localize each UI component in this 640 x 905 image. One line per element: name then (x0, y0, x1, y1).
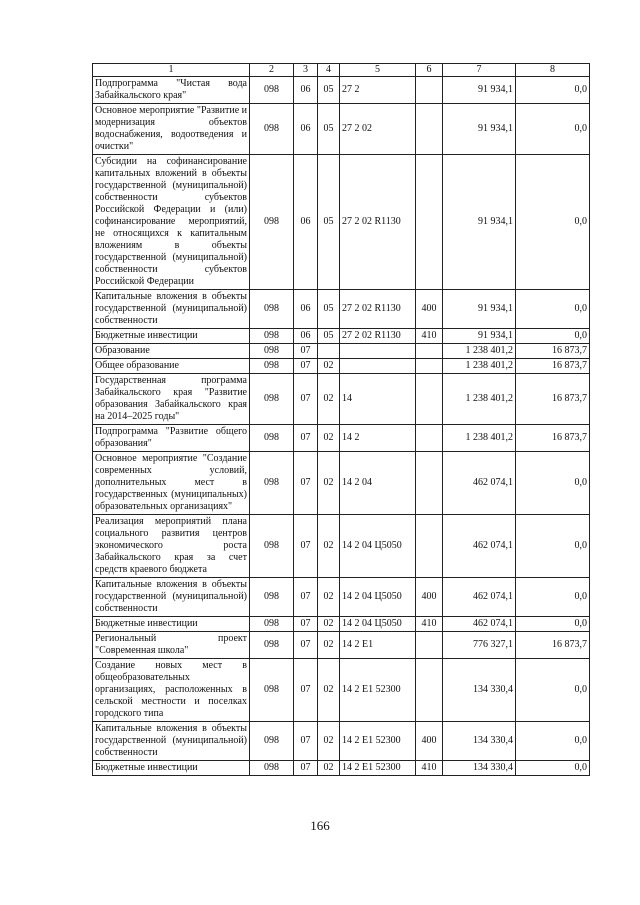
row-vr-cell: 410 (416, 761, 443, 776)
row-pr-cell: 02 (318, 659, 340, 722)
row-csr-cell: 14 (340, 374, 416, 425)
row-vr-cell (416, 77, 443, 104)
row-name-cell: Бюджетные инвестиции (93, 329, 250, 344)
row-vr-cell: 410 (416, 329, 443, 344)
row-name-cell: Капитальные вложения в объекты государственной (муниципальной) собственности (93, 578, 250, 617)
row-csr-cell: 14 2 E1 52300 (340, 722, 416, 761)
row-sum1-cell: 91 934,1 (443, 104, 516, 155)
table-row (93, 617, 590, 632)
row-name-cell: Общее образование (93, 359, 250, 374)
row-sum1-cell: 1 238 401,2 (443, 425, 516, 452)
row-csr-cell: 27 2 02 (340, 104, 416, 155)
row-rz-cell: 07 (294, 722, 318, 761)
row-sum2-cell: 0,0 (516, 617, 590, 632)
table-row (93, 329, 590, 344)
row-sum1-cell: 91 934,1 (443, 77, 516, 104)
col-header: 6 (416, 64, 443, 77)
row-vr-cell: 400 (416, 578, 443, 617)
row-csr-cell: 27 2 02 R1130 (340, 290, 416, 329)
row-pr-cell: 02 (318, 452, 340, 515)
col-header: 1 (93, 64, 250, 77)
row-sum2-cell: 16 873,7 (516, 374, 590, 425)
row-pr-cell: 02 (318, 359, 340, 374)
header-row (93, 64, 590, 77)
row-rz-cell: 07 (294, 515, 318, 578)
table-row (93, 374, 590, 425)
row-pr-cell: 05 (318, 329, 340, 344)
row-sum2-cell: 16 873,7 (516, 359, 590, 374)
row-sum2-cell: 0,0 (516, 104, 590, 155)
row-sum2-cell: 0,0 (516, 761, 590, 776)
row-sum2-cell: 0,0 (516, 155, 590, 290)
row-csr-cell: 14 2 04 Ц5050 (340, 515, 416, 578)
row-rz-cell: 07 (294, 359, 318, 374)
row-vr-cell (416, 374, 443, 425)
row-csr-cell (340, 344, 416, 359)
row-pr-cell: 05 (318, 77, 340, 104)
row-vr-cell: 410 (416, 617, 443, 632)
row-csr-cell: 14 2 (340, 425, 416, 452)
table-row (93, 77, 590, 104)
row-gr-cell: 098 (250, 77, 294, 104)
row-name-cell: Основное мероприятие "Развитие и модернизация объектов водоснабжения, водоотведения и очистки" (93, 104, 250, 155)
row-sum2-cell: 0,0 (516, 452, 590, 515)
col-header: 7 (443, 64, 516, 77)
row-csr-cell: 14 2 04 Ц5050 (340, 617, 416, 632)
row-pr-cell: 05 (318, 104, 340, 155)
row-vr-cell (416, 425, 443, 452)
row-gr-cell: 098 (250, 290, 294, 329)
row-sum1-cell: 462 074,1 (443, 578, 516, 617)
row-pr-cell (318, 344, 340, 359)
table-body (93, 77, 590, 776)
table-row (93, 659, 590, 722)
row-sum2-cell: 16 873,7 (516, 632, 590, 659)
row-pr-cell: 02 (318, 761, 340, 776)
table-row (93, 578, 590, 617)
row-rz-cell: 07 (294, 632, 318, 659)
row-sum2-cell: 16 873,7 (516, 425, 590, 452)
row-rz-cell: 06 (294, 155, 318, 290)
table-row (93, 155, 590, 290)
row-sum1-cell: 462 074,1 (443, 515, 516, 578)
row-vr-cell (416, 452, 443, 515)
row-rz-cell: 06 (294, 104, 318, 155)
row-gr-cell: 098 (250, 104, 294, 155)
row-name-cell: Капитальные вложения в объекты государственной (муниципальной) собственности (93, 722, 250, 761)
row-vr-cell (416, 104, 443, 155)
row-gr-cell: 098 (250, 761, 294, 776)
row-rz-cell: 07 (294, 578, 318, 617)
row-gr-cell: 098 (250, 359, 294, 374)
row-name-cell: Государственная программа Забайкальского края "Развитие образования Забайкальского края на 2014–2025 годы" (93, 374, 250, 425)
col-header: 5 (340, 64, 416, 77)
row-sum1-cell: 91 934,1 (443, 290, 516, 329)
row-name-cell: Бюджетные инвестиции (93, 617, 250, 632)
row-name-cell: Подпрограмма "Чистая вода Забайкальского края" (93, 77, 250, 104)
row-gr-cell: 098 (250, 659, 294, 722)
row-sum1-cell: 1 238 401,2 (443, 374, 516, 425)
row-pr-cell: 02 (318, 425, 340, 452)
row-sum1-cell: 1 238 401,2 (443, 359, 516, 374)
row-gr-cell: 098 (250, 329, 294, 344)
row-vr-cell (416, 155, 443, 290)
row-sum1-cell: 91 934,1 (443, 155, 516, 290)
row-name-cell: Создание новых мест в общеобразовательных организациях, расположенных в сельской местности и поселках городского типа (93, 659, 250, 722)
row-rz-cell: 07 (294, 761, 318, 776)
table-row (93, 290, 590, 329)
row-pr-cell: 02 (318, 632, 340, 659)
table-row (93, 761, 590, 776)
row-pr-cell: 02 (318, 617, 340, 632)
row-pr-cell: 05 (318, 155, 340, 290)
row-rz-cell: 06 (294, 77, 318, 104)
row-rz-cell: 07 (294, 617, 318, 632)
row-csr-cell: 27 2 (340, 77, 416, 104)
row-sum2-cell: 16 873,7 (516, 344, 590, 359)
row-name-cell: Бюджетные инвестиции (93, 761, 250, 776)
table-row (93, 722, 590, 761)
row-csr-cell: 14 2 04 (340, 452, 416, 515)
row-pr-cell: 02 (318, 578, 340, 617)
page-number: 166 (310, 818, 330, 833)
row-sum1-cell: 462 074,1 (443, 452, 516, 515)
row-vr-cell: 400 (416, 722, 443, 761)
row-name-cell: Образование (93, 344, 250, 359)
row-gr-cell: 098 (250, 374, 294, 425)
row-sum1-cell: 776 327,1 (443, 632, 516, 659)
row-sum2-cell: 0,0 (516, 515, 590, 578)
row-rz-cell: 07 (294, 452, 318, 515)
table-row (93, 104, 590, 155)
row-csr-cell: 27 2 02 R1130 (340, 329, 416, 344)
row-pr-cell: 02 (318, 722, 340, 761)
table-row (93, 344, 590, 359)
row-sum1-cell: 134 330,4 (443, 659, 516, 722)
row-gr-cell: 098 (250, 578, 294, 617)
row-gr-cell: 098 (250, 722, 294, 761)
row-sum2-cell: 0,0 (516, 290, 590, 329)
row-csr-cell: 14 2 E1 52300 (340, 761, 416, 776)
row-vr-cell: 400 (416, 290, 443, 329)
col-header: 3 (294, 64, 318, 77)
row-sum1-cell: 462 074,1 (443, 617, 516, 632)
table-row (93, 515, 590, 578)
col-header: 4 (318, 64, 340, 77)
row-rz-cell: 07 (294, 344, 318, 359)
row-csr-cell: 14 2 E1 52300 (340, 659, 416, 722)
row-name-cell: Основное мероприятие "Создание современных условий, дополнительных мест в государственных (муниципальных) образовательных организациях" (93, 452, 250, 515)
table-row (93, 632, 590, 659)
budget-table (92, 63, 590, 776)
row-csr-cell: 27 2 02 R1130 (340, 155, 416, 290)
col-header: 8 (516, 64, 590, 77)
row-csr-cell: 14 2 E1 (340, 632, 416, 659)
row-vr-cell (416, 659, 443, 722)
row-sum2-cell: 0,0 (516, 659, 590, 722)
row-csr-cell (340, 359, 416, 374)
row-name-cell: Подпрограмма "Развитие общего образования" (93, 425, 250, 452)
row-sum2-cell: 0,0 (516, 329, 590, 344)
row-gr-cell: 098 (250, 425, 294, 452)
row-pr-cell: 02 (318, 374, 340, 425)
row-sum1-cell: 91 934,1 (443, 329, 516, 344)
row-name-cell: Реализация мероприятий плана социального развития центров экономического роста Забайкальского края за счет средств краевого бюджета (93, 515, 250, 578)
table-row (93, 425, 590, 452)
row-sum2-cell: 0,0 (516, 722, 590, 761)
row-vr-cell (416, 515, 443, 578)
row-gr-cell: 098 (250, 515, 294, 578)
row-name-cell: Субсидии на софинансирование капитальных вложений в объекты государственной (муниципальной) собственности субъектов Российской Федерации и (или) софинансирование мероприятий, не относящихся к капитальным вложениям в объекты государственной (муниципальной) собственности субъектов Российской Федерации (93, 155, 250, 290)
row-gr-cell: 098 (250, 632, 294, 659)
row-rz-cell: 06 (294, 329, 318, 344)
row-vr-cell (416, 632, 443, 659)
row-sum1-cell: 134 330,4 (443, 722, 516, 761)
row-sum2-cell: 0,0 (516, 77, 590, 104)
row-rz-cell: 07 (294, 659, 318, 722)
row-sum1-cell: 1 238 401,2 (443, 344, 516, 359)
row-name-cell: Капитальные вложения в объекты государственной (муниципальной) собственности (93, 290, 250, 329)
row-rz-cell: 06 (294, 290, 318, 329)
row-vr-cell (416, 359, 443, 374)
row-name-cell: Региональный проект "Современная школа" (93, 632, 250, 659)
row-sum2-cell: 0,0 (516, 578, 590, 617)
table-row (93, 359, 590, 374)
row-vr-cell (416, 344, 443, 359)
row-rz-cell: 07 (294, 374, 318, 425)
row-rz-cell: 07 (294, 425, 318, 452)
row-gr-cell: 098 (250, 452, 294, 515)
row-pr-cell: 02 (318, 515, 340, 578)
row-pr-cell: 05 (318, 290, 340, 329)
row-csr-cell: 14 2 04 Ц5050 (340, 578, 416, 617)
table-row (93, 452, 590, 515)
row-gr-cell: 098 (250, 155, 294, 290)
row-sum1-cell: 134 330,4 (443, 761, 516, 776)
col-header: 2 (250, 64, 294, 77)
row-gr-cell: 098 (250, 617, 294, 632)
row-gr-cell: 098 (250, 344, 294, 359)
